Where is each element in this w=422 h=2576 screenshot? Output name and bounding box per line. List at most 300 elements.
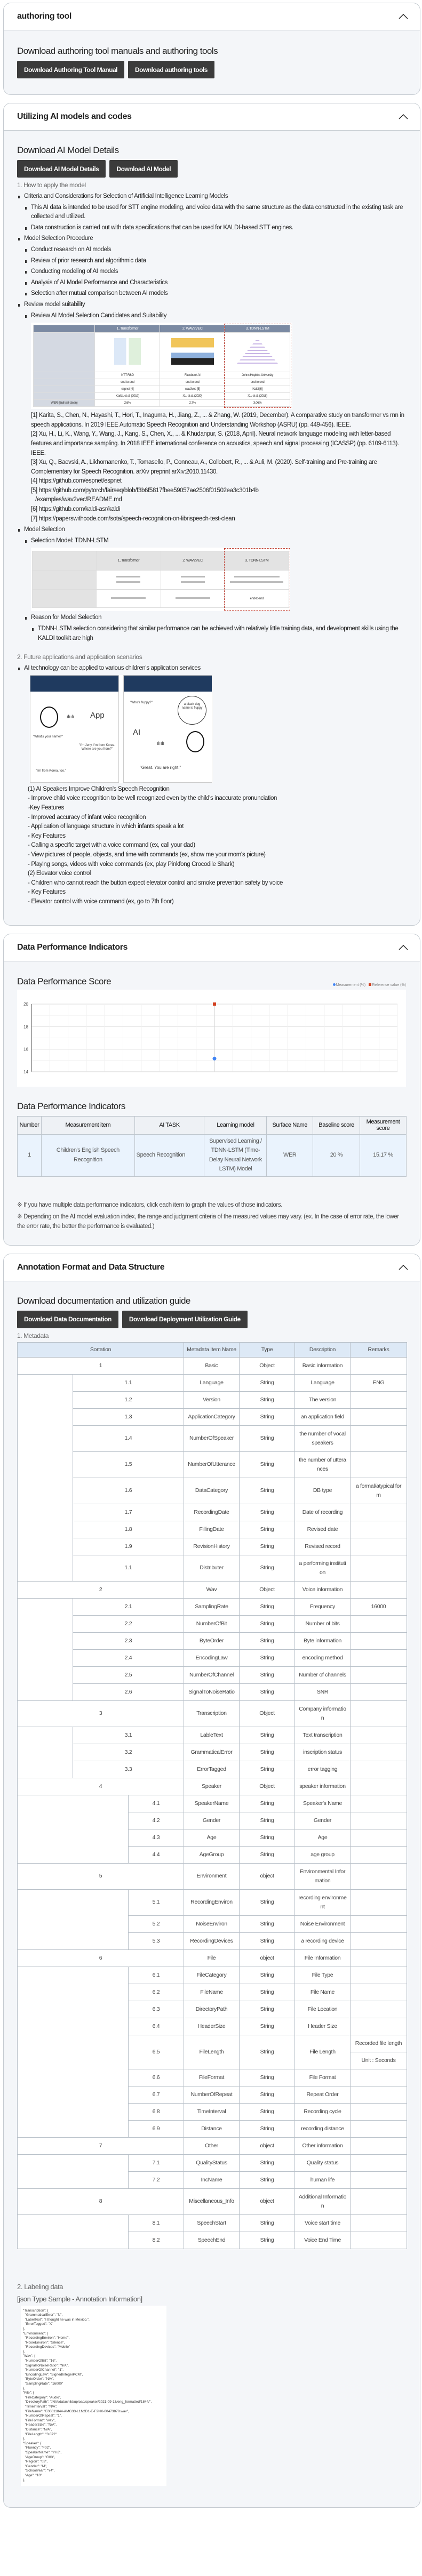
- table-cell: String: [240, 1504, 295, 1521]
- table-cell: String: [240, 2069, 295, 2086]
- download-ai-model-details-button[interactable]: Download AI Model Details: [17, 160, 106, 178]
- column-header: Remarks: [351, 1342, 407, 1357]
- json-line: },: [23, 2349, 25, 2354]
- table-row: [18, 1504, 407, 1521]
- remarks-cell: [351, 1521, 407, 1538]
- json-line: "DirectoryPath": "/NIA/datachild/upload/speaker/2021-09-13/eng_formatted/1844/",: [23, 2400, 152, 2404]
- scenario-line: - Elevator control with voice command (ex, go to 7th floor): [28, 898, 174, 905]
- authoring-tool-header[interactable]: [4, 3, 420, 30]
- remarks-cell: [351, 2103, 407, 2120]
- section-heading: Download AI Model Details: [17, 145, 119, 155]
- fig-header: [33, 551, 97, 571]
- fig-cell: end-to-end: [160, 379, 225, 386]
- authoring-tool-section: [3, 3, 420, 95]
- indent-cell: [18, 1374, 73, 1581]
- applications-list: [17, 664, 406, 673]
- remarks-cell: [351, 1615, 407, 1632]
- indent-cell: [18, 1795, 129, 1863]
- note: ※ Depending on the AI model evaluation index, the range and judgment criteria of the measured values may vary. (ex. In the case of error rate, the lower the error rate, the better the performance is evaluated.): [17, 1213, 399, 1230]
- list-item: [31, 613, 406, 643]
- json-line: "ErrorTagged": "X": [23, 2322, 53, 2326]
- list-item-text: Reason for Model Selection: [31, 614, 102, 621]
- remarks-cell: [351, 1504, 407, 1521]
- table-row: [18, 1761, 407, 1778]
- fig-cell: [33, 590, 97, 608]
- table-cell: SpeechEnd: [184, 2232, 240, 2249]
- sortation-cell: 8.1: [129, 2214, 184, 2232]
- reference-link-continued[interactable]: /examples/wav2vec/README.md: [35, 496, 122, 503]
- dialog-text: "I'm Jeny. I'm from Korea. Where are you from?": [79, 743, 115, 751]
- list-item: [24, 525, 406, 643]
- table-cell: String: [240, 1761, 295, 1778]
- column-header: Surface Name: [267, 1116, 313, 1134]
- remarks-cell: [351, 1632, 407, 1649]
- table-row: [18, 1615, 407, 1632]
- table-cell: String: [240, 1727, 295, 1744]
- fig-cell: [97, 571, 161, 590]
- data-point-reference: [213, 1002, 216, 1006]
- list-item: [31, 536, 406, 612]
- remarks-cell: [351, 1408, 407, 1425]
- table-cell: Text transcription: [295, 1727, 351, 1744]
- table-cell: TimeInterval: [184, 2103, 240, 2120]
- list-item-text: Model Selection Procedure: [24, 235, 93, 242]
- table-cell: GrammaticalError: [184, 1744, 240, 1761]
- dialog-text: "I'm from Korea, too.": [36, 769, 66, 773]
- fig-cell: espnet [4]: [95, 386, 160, 393]
- performance-header[interactable]: [4, 934, 420, 961]
- json-line: "SamplingRate": "16000": [23, 2382, 63, 2386]
- column-header: Metadata Item Name: [184, 1342, 240, 1357]
- table-cell: [351, 1863, 407, 1889]
- remarks-cell: [351, 1915, 407, 1932]
- table-cell: Revised date: [295, 1521, 351, 1538]
- indent-cell: [18, 2154, 129, 2188]
- table-cell: Age: [184, 1829, 240, 1846]
- reference-link[interactable]: [6] https://github.com/kaldi-asr/kaldi: [31, 506, 120, 513]
- download-deployment-guide-button[interactable]: Download Deployment Utilization Guide: [122, 1311, 248, 1328]
- chart-header: [17, 976, 406, 988]
- column-header: Learning model: [204, 1116, 267, 1134]
- table-cell: String: [240, 2035, 295, 2069]
- reference-link[interactable]: [5] https://github.com/pytorch/fairseq/blob/f3b6f5817fbee59057ae2506f01502ea3c301b4b: [31, 487, 259, 494]
- fig-header: 3, TDNN-LSTM: [225, 325, 290, 333]
- table-cell: Transcription: [184, 1700, 240, 1727]
- table-row[interactable]: [18, 1134, 407, 1176]
- sortation-cell: 2.6: [73, 1683, 184, 1700]
- remarks-cell: [351, 2018, 407, 2035]
- table-row: [18, 1632, 407, 1649]
- legend-item-measurement[interactable]: [333, 983, 366, 988]
- sortation-cell: 6.8: [129, 2103, 184, 2120]
- column-header: Sortation: [18, 1342, 184, 1357]
- remarks-cell: [351, 1932, 407, 1949]
- speech-bubble: a black dog name is fluppy: [178, 696, 206, 725]
- table-cell: ByteOrder: [184, 1632, 240, 1649]
- sortation-cell: 2.1: [73, 1598, 184, 1615]
- table-cell: String: [240, 1538, 295, 1555]
- legend-item-reference[interactable]: [369, 983, 406, 988]
- ai-teacher-label: AI: [133, 727, 141, 737]
- table-cell: String: [240, 1829, 295, 1846]
- scenario-line: (1) AI Speakers Improve Children's Speech Recognition: [28, 785, 170, 792]
- table-cell: [351, 1700, 407, 1727]
- fig-cell: [34, 372, 95, 379]
- json-line: },: [23, 2478, 25, 2482]
- table-cell: 15.17 %: [360, 1134, 407, 1176]
- sortation-cell: 6.3: [129, 2001, 184, 2018]
- ai-models-header[interactable]: [4, 103, 420, 131]
- table-row: [18, 1683, 407, 1700]
- table-cell: LableText: [184, 1727, 240, 1744]
- remarks-cell: [351, 1795, 407, 1812]
- json-line: "SpeakerName": "YHJ",: [23, 2450, 62, 2454]
- table-cell: String: [240, 1795, 295, 1812]
- table-cell: DirectoryPath: [184, 2001, 240, 2018]
- json-line: "FileFormat": "wav",: [23, 2418, 55, 2422]
- table-row: [18, 1357, 407, 1374]
- performance-table: [17, 1116, 407, 1177]
- sortation-cell: 4: [18, 1778, 184, 1795]
- chevron-up-icon[interactable]: [399, 945, 408, 950]
- sound-wave-icon: ılıılı: [157, 740, 165, 746]
- remarks-cell: [351, 2069, 407, 2086]
- table-cell: Byte information: [295, 1632, 351, 1649]
- remarks-cell: [351, 2086, 407, 2103]
- json-line: },: [23, 2386, 25, 2390]
- table-cell: an application field: [295, 1408, 351, 1425]
- table-cell: Object: [240, 1700, 295, 1727]
- legend-label: Measurement (%): [336, 983, 366, 987]
- fig-cell: [161, 590, 225, 608]
- panel-header: [30, 676, 118, 692]
- table-cell: String: [240, 1649, 295, 1666]
- json-line: "RecordingDevices": "Mobile": [23, 2345, 70, 2349]
- reference: [1] Karita, S., Chen, N., Hayashi, T., Hori, T., Inaguma, H., Jiang, Z., ... & Zhang, W. (2019, December). A comparative study on transformer vs rnn in speech applications. In 2019 IEEE Automatic Speech Recognition and Understanding Workshop (ASRU) (pp. 449-456). IEEE.: [31, 412, 404, 428]
- table-row: [18, 2154, 407, 2171]
- table-cell: recording distance: [295, 2120, 351, 2137]
- remarks-cell: [351, 1967, 407, 1984]
- list-item-text: Selection Model: TDNN-LSTM: [31, 537, 109, 544]
- table-cell: Speech Recognition: [134, 1134, 204, 1176]
- table-row: [18, 1374, 407, 1391]
- model-pros-cons-image: [31, 548, 290, 611]
- panel-header: [124, 676, 212, 692]
- table-cell: NumberOfRepeat: [184, 2086, 240, 2103]
- table-cell: Supervised Learning / TDNN-LSTM (Time-Delay Neural Network LSTM) Model: [204, 1134, 267, 1176]
- table-row: [18, 1889, 407, 1915]
- remarks-cell: [351, 1555, 407, 1581]
- json-line: },: [23, 2326, 25, 2331]
- table-cell: inscription status: [295, 1744, 351, 1761]
- child-face-icon: [40, 707, 58, 728]
- indent-cell: [18, 1889, 129, 1949]
- table-cell: String: [240, 1451, 295, 1478]
- table-cell: EncodingLaw: [184, 1649, 240, 1666]
- remarks-cell: [351, 1829, 407, 1846]
- table-header-row: [18, 1116, 407, 1134]
- remarks-cell: [351, 2120, 407, 2137]
- table-cell: Noise Environment: [295, 1915, 351, 1932]
- scenario-line: - Calling a specific target with a voice command (ex, call your dad): [28, 842, 195, 849]
- table-cell: File Type: [295, 1967, 351, 1984]
- remarks-cell: [351, 1666, 407, 1683]
- sortation-cell: 1.8: [73, 1521, 184, 1538]
- table-cell: Other: [184, 2137, 240, 2154]
- subsection-label: 2. Labeling data: [17, 2282, 63, 2291]
- chevron-up-icon[interactable]: [399, 14, 408, 19]
- json-line: "FileName": "E00011844-AMG33-L1N2D1-E-F2NX-00473878.wav",: [23, 2409, 129, 2413]
- table-cell: Miscellaneous_Info: [184, 2188, 240, 2214]
- remarks-cell: [351, 1683, 407, 1700]
- json-line: "Wav": {: [23, 2354, 36, 2358]
- table-row: [18, 1451, 407, 1478]
- table-cell: Voice start time: [295, 2214, 351, 2232]
- json-line: "Age": "10": [23, 2473, 42, 2477]
- application-scenarios-image: [30, 675, 213, 783]
- table-cell: HeaderSize: [184, 2018, 240, 2035]
- table-row: [18, 1425, 407, 1451]
- sortation-cell: 7.2: [129, 2171, 184, 2188]
- json-line: "SignalToNoiseRatio": "N/A",: [23, 2363, 69, 2368]
- list-item: [24, 234, 406, 299]
- table-cell: [351, 1949, 407, 1967]
- table-cell: RecordingDevices: [184, 1932, 240, 1949]
- table-cell: Number of bits: [295, 1615, 351, 1632]
- table-cell: Age: [295, 1829, 351, 1846]
- download-data-documentation-button[interactable]: Download Data Documentation: [17, 1311, 118, 1328]
- column-header: AI TASK: [134, 1116, 204, 1134]
- download-ai-model-button[interactable]: Download AI Model: [109, 160, 178, 178]
- json-line: "TimeInterval": "N/A",: [23, 2405, 58, 2409]
- table-cell: Object: [240, 1778, 295, 1795]
- table-cell: a recording device: [295, 1932, 351, 1949]
- fig-cell: wav2vec [5]: [160, 386, 225, 393]
- scenario-line: - Application of language structure in which infants speak a lot: [28, 823, 184, 830]
- table-cell: 20 %: [313, 1134, 360, 1176]
- sortation-cell: 4.4: [129, 1846, 184, 1863]
- remarks-cell: [351, 1649, 407, 1666]
- table-cell: ErrorTagged: [184, 1761, 240, 1778]
- table-cell: Recording cycle: [295, 2103, 351, 2120]
- table-cell: [351, 1581, 407, 1598]
- fig-header: [34, 325, 95, 333]
- metadata-table: [17, 1342, 407, 2249]
- fig-cell: end-to-end: [225, 590, 289, 608]
- table-cell: String: [240, 1683, 295, 1700]
- list-item-text: Review AI Model Selection Candidates and Suitability: [31, 312, 167, 319]
- table-cell: String: [240, 2018, 295, 2035]
- subsection-label: 1. Metadata: [17, 1331, 49, 1339]
- note: ※ If you have multiple data performance indicators, click each item to graph the values of those indicators.: [17, 1201, 282, 1208]
- table-cell: Gender: [295, 1812, 351, 1829]
- table-cell: age group: [295, 1846, 351, 1863]
- sortation-cell: 1.9: [73, 1538, 184, 1555]
- column-header: Measurement score: [360, 1116, 407, 1134]
- table-cell: String: [240, 1666, 295, 1683]
- selection-highlight: [224, 548, 290, 611]
- table-cell: object: [240, 2188, 295, 2214]
- table-cell: the number of utterances: [295, 1451, 351, 1478]
- json-line: "EncodingLaw": "SignedIntegerPCM",: [23, 2372, 83, 2377]
- table-cell: Environment: [184, 1863, 240, 1889]
- table-cell: String: [240, 1932, 295, 1949]
- table-cell: String: [240, 1984, 295, 2001]
- table-cell: error tagging: [295, 1761, 351, 1778]
- reference: [2] Xu, H., Li, K., Wang, Y., Wang, J., Kang, S., Chen, X., ... & Khudanpur, S. (2018, April). Neural network language modeling with letter-based features and importance sampling. In 2018 IEEE international conference on acoustics, speech and signal processing (ICASSP) (pp. 6109-6113). IEEE.: [31, 431, 399, 456]
- table-cell: FileName: [184, 1984, 240, 2001]
- table-cell: String: [240, 1615, 295, 1632]
- download-authoring-tool-manual-button[interactable]: Download Authoring Tool Manual: [17, 61, 124, 78]
- table-row: [18, 1744, 407, 1761]
- fig-header: 2, WAV2VEC: [160, 325, 225, 333]
- sortation-cell: 1.2: [73, 1391, 184, 1408]
- table-cell: Distributer: [184, 1555, 240, 1581]
- sortation-cell: 1.1: [73, 1374, 184, 1391]
- table-cell: SNR: [295, 1683, 351, 1700]
- y-tick-label: 16: [23, 1047, 28, 1052]
- table-cell: Object: [240, 1357, 295, 1374]
- sortation-cell: 1.3: [73, 1408, 184, 1425]
- table-cell: object: [240, 1949, 295, 1967]
- dialog-text: "Great. You are right.": [140, 765, 181, 770]
- annotation-header[interactable]: [4, 1254, 420, 1281]
- remarks-cell: a formal/atypical form: [351, 1478, 407, 1504]
- scenario-lines: [17, 785, 406, 907]
- fig-cell: Xu, et al. (2020): [160, 393, 225, 400]
- download-authoring-tools-button[interactable]: Download authoring tools: [128, 61, 214, 78]
- table-cell: human life: [295, 2171, 351, 2188]
- table-row: [18, 1555, 407, 1581]
- table-cell: Frequency: [295, 1598, 351, 1615]
- fig-cell: Kaldi [6]: [225, 386, 290, 393]
- remarks-cell: [351, 1761, 407, 1778]
- json-line: "NoiseEnviron": "Silence",: [23, 2340, 65, 2345]
- ai-teacher-panel: [123, 675, 212, 783]
- sortation-cell: 8: [18, 2188, 184, 2214]
- table-row: [18, 1649, 407, 1666]
- column-header: Description: [295, 1342, 351, 1357]
- json-line: "Region": "03",: [23, 2460, 48, 2464]
- fig-cell: [34, 333, 95, 372]
- selection-highlight: [224, 324, 291, 408]
- reference-link[interactable]: [7] https://paperswithcode.com/sota/speech-recognition-on-librispeech-test-clean: [31, 515, 235, 522]
- table-row: [18, 1521, 407, 1538]
- table-cell: String: [240, 1632, 295, 1649]
- section-title: Data Performance Indicators: [17, 942, 128, 952]
- column-header: Number: [18, 1116, 42, 1134]
- reference-link[interactable]: [4] https://github.com/espnet/espnet: [31, 478, 122, 485]
- remarks-cell: [351, 1538, 407, 1555]
- table-row: [18, 2137, 407, 2154]
- table-cell: File Information: [295, 1949, 351, 1967]
- chart-title: Data Performance Score: [17, 976, 112, 986]
- table-row: [18, 1391, 407, 1408]
- json-line: "SchoolYear": "Y4",: [23, 2469, 55, 2473]
- annotation-section: [3, 1254, 420, 2508]
- table-cell: DataCategory: [184, 1478, 240, 1504]
- list-item: [24, 300, 406, 524]
- remarks-cell: [351, 1425, 407, 1451]
- table-cell: recording environment: [295, 1889, 351, 1915]
- sortation-cell: 3.3: [73, 1761, 184, 1778]
- column-header: Measurement item: [41, 1116, 134, 1134]
- table-cell: String: [240, 1425, 295, 1451]
- fig-header: 3, TDNN-LSTM: [225, 551, 289, 571]
- table-cell: String: [240, 1521, 295, 1538]
- ai-conversation-panel: [30, 675, 119, 783]
- model-comparison-image: [31, 323, 292, 409]
- table-cell: String: [240, 1555, 295, 1581]
- sortation-cell: 6.2: [129, 1984, 184, 2001]
- table-cell: Header Size: [295, 2018, 351, 2035]
- table-cell: The version: [295, 1391, 351, 1408]
- table-cell: String: [240, 2001, 295, 2018]
- model-apply-list: [17, 192, 406, 643]
- scenario-line: - View pictures of people, objects, and time with commands (ex, show me your mom's picture): [28, 851, 266, 858]
- table-cell: File: [184, 1949, 240, 1967]
- table-cell: RecordingEnviron: [184, 1889, 240, 1915]
- table-cell: Revised record: [295, 1538, 351, 1555]
- sortation-cell: 8.2: [129, 2232, 184, 2249]
- table-row: [18, 1949, 407, 1967]
- table-cell: AgeGroup: [184, 1846, 240, 1863]
- json-line: "ByteOrder": "N/A",: [23, 2377, 54, 2381]
- table-cell: [351, 2188, 407, 2214]
- table-cell: Language: [295, 1374, 351, 1391]
- fig-header: 1, Transformer: [95, 325, 160, 333]
- table-cell: Language: [184, 1374, 240, 1391]
- table-cell: ApplicationCategory: [184, 1408, 240, 1425]
- fig-cell: Facebook AI: [160, 372, 225, 379]
- remarks-cell: [351, 2154, 407, 2171]
- data-point-measurement: [213, 1056, 217, 1060]
- sortation-cell: 3.2: [73, 1744, 184, 1761]
- sortation-cell: 7: [18, 2137, 184, 2154]
- table-cell: String: [240, 2154, 295, 2171]
- table-cell: object: [240, 2137, 295, 2154]
- json-line: "Distance": "N/A",: [23, 2427, 52, 2431]
- remarks-cell: Recorded file length: [351, 2035, 407, 2052]
- chevron-up-icon[interactable]: [399, 1265, 408, 1270]
- table-cell: Basic: [184, 1357, 240, 1374]
- remarks-cell: [351, 2001, 407, 2018]
- scenario-line: ◦Key Features: [28, 805, 64, 811]
- json-line: "Transcription": {: [23, 2308, 49, 2313]
- sortation-cell: 1.4: [73, 1425, 184, 1451]
- sortation-cell: 2: [18, 1581, 184, 1598]
- table-cell: Version: [184, 1391, 240, 1408]
- indent-cell: [18, 2214, 129, 2249]
- sortation-cell: 2.5: [73, 1666, 184, 1683]
- table-cell: String: [240, 1915, 295, 1932]
- json-line: "AgeGroup": "G03",: [23, 2455, 55, 2459]
- json-sample-title: [json Type Sample - Annotation Information]: [17, 2294, 142, 2303]
- table-cell: NumberOfChannel: [184, 1666, 240, 1683]
- table-row: [18, 1795, 407, 1812]
- table-cell: Speaker: [184, 1778, 240, 1795]
- table-row: [18, 1700, 407, 1727]
- table-row: [18, 1408, 407, 1425]
- fig-cell: Xu, et al. (2018): [225, 393, 290, 400]
- fig-cell: end-to-end: [225, 379, 290, 386]
- list-item: Conduct research on AI models: [31, 245, 406, 255]
- chevron-up-icon[interactable]: [399, 114, 408, 119]
- table-cell: NumberOfSpeaker: [184, 1425, 240, 1451]
- y-tick-label: 14: [23, 1069, 28, 1074]
- table-cell: WER: [267, 1134, 313, 1176]
- subsection-label: 1. How to apply the model: [17, 181, 86, 189]
